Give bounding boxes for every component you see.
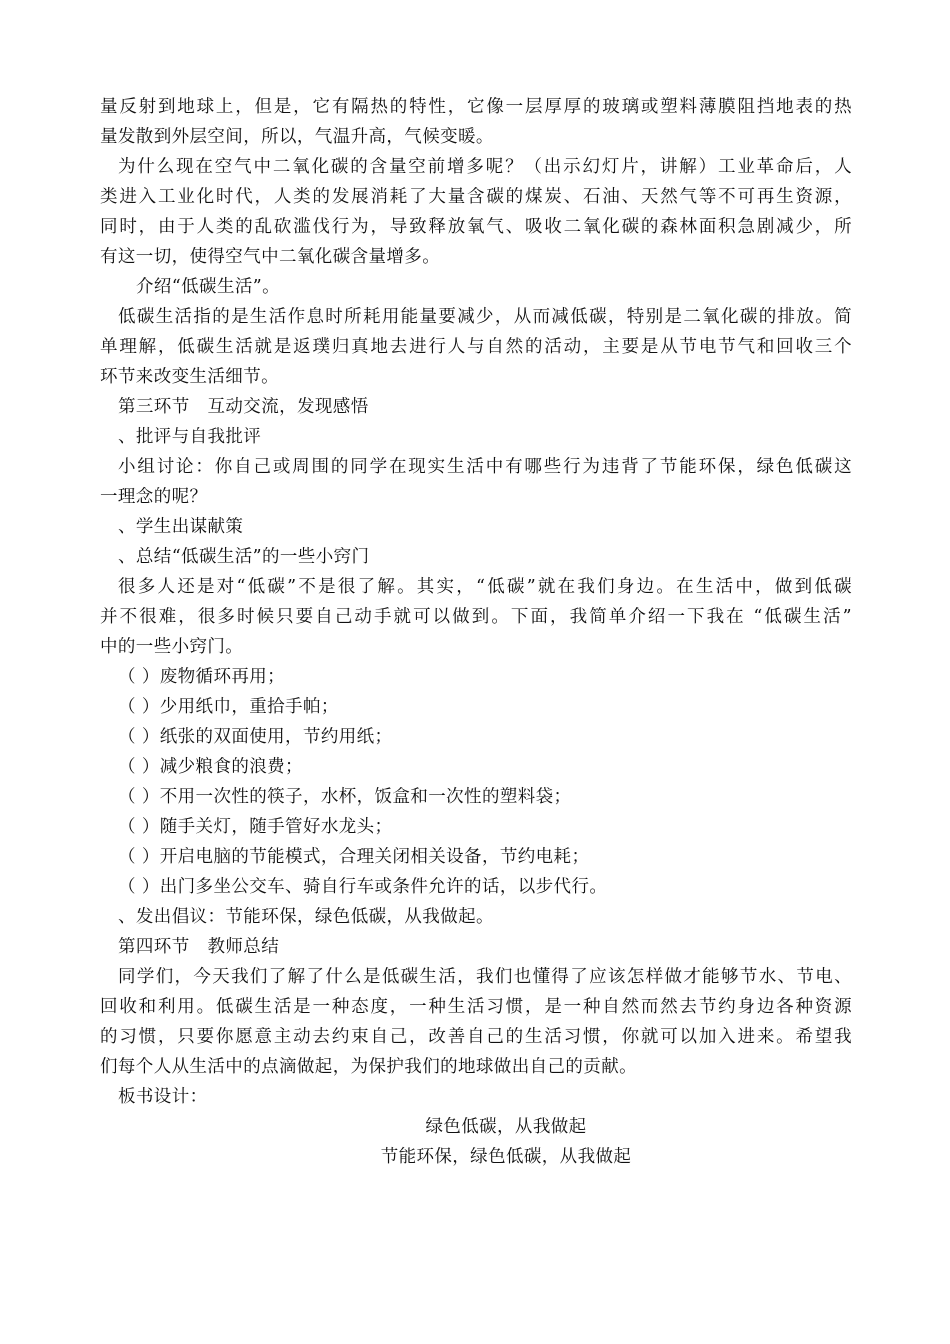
text-line: （ ）少用纸巾，重拾手帕；: [118, 697, 339, 717]
text-line: 绿色低碳，从我做起: [425, 1117, 587, 1137]
text-line: （ ）减少粮食的浪费；: [118, 757, 303, 777]
text-line: 低碳生活指的是生活作息时所耗用能量要减少，从而减低碳，特别是二氧化碳的排放。简: [118, 307, 852, 327]
text-line: 同学们，今天我们了解了什么是低碳生活，我们也懂得了应该怎样做才能够节水、节电、: [118, 967, 852, 987]
text-line: （ ）废物循环再用；: [118, 667, 286, 687]
text-line: 、学生出谋献策: [118, 517, 244, 537]
text-line: 们每个人从生活中的点滴做起，为保护我们的地球做出自己的贡献。: [100, 1057, 637, 1077]
text-line: 为什么现在空气中二氧化碳的含量空前增多呢？（出示幻灯片，讲解）工业革命后，人: [118, 157, 852, 177]
text-line: 、发出倡议：节能环保，绿色低碳，从我做起。: [118, 907, 494, 927]
text-line: 类进入工业化时代，人类的发展消耗了大量含碳的煤炭、石油、天然气等不可再生资源，: [100, 187, 852, 207]
text-line: 并不很难，很多时候只要自己动手就可以做到。下面，我简单介绍一下我在 “低碳生活”: [100, 607, 852, 627]
text-line: 量反射到地球上，但是，它有隔热的特性，它像一层厚厚的玻璃或塑料薄膜阻挡地表的热: [100, 97, 852, 117]
document-body: [100, 92, 852, 1172]
text-line: 介绍“低碳生活”。: [136, 277, 280, 297]
text-line: 很多人还是对“低碳”不是很了解。其实，“低碳”就在我们身边。在生活中，做到低碳: [118, 577, 852, 597]
text-line: 节能环保，绿色低碳，从我做起: [380, 1147, 632, 1167]
text-line: （ ）出门多坐公交车、骑自行车或条件允许的话，以步代行。: [118, 877, 608, 897]
text-line: 同时，由于人类的乱砍滥伐行为，导致释放氧气、吸收二氧化碳的森林面积急剧减少，所: [100, 217, 852, 237]
text-line: （ ）纸张的双面使用，节约用纸；: [118, 727, 393, 747]
text-line: 中的一些小窍门。: [100, 637, 244, 657]
text-line: 一理念的呢？: [100, 487, 208, 507]
text-line: （ ）开启电脑的节能模式，合理关闭相关设备，节约电耗；: [118, 847, 590, 867]
text-line: 的习惯，只要你愿意主动去约束自己，改善自己的生活习惯，你就可以加入进来。希望我: [100, 1027, 852, 1047]
text-line: 、批评与自我批评: [118, 427, 262, 447]
text-line: 量发散到外层空间，所以，气温升高，气候变暖。: [100, 127, 494, 147]
text-line: 环节来改变生活细节。: [100, 367, 279, 387]
text-line: 板书设计：: [118, 1087, 208, 1107]
text-line: 第三环节 互动交流，发现感悟: [118, 397, 369, 417]
text-line: 小组讨论：你自己或周围的同学在现实生活中有哪些行为违背了节能环保，绿色低碳这: [118, 457, 852, 477]
text-line: （ ）不用一次性的筷子，水杯，饭盒和一次性的塑料袋；: [118, 787, 572, 807]
text-line: 回收和利用。低碳生活是一种态度，一种生活习惯，是一种自然而然去节约身边各种资源: [100, 997, 852, 1017]
text-line: （ ）随手关灯，随手管好水龙头；: [118, 817, 393, 837]
text-line: 、总结“低碳生活”的一些小窍门: [118, 547, 370, 567]
text-line: 有这一切，使得空气中二氧化碳含量增多。: [100, 247, 441, 267]
text-line: 单理解，低碳生活就是返璞归真地去进行人与自然的活动，主要是从节电节气和回收三个: [100, 337, 852, 357]
text-line: 第四环节 教师总结: [118, 937, 280, 957]
